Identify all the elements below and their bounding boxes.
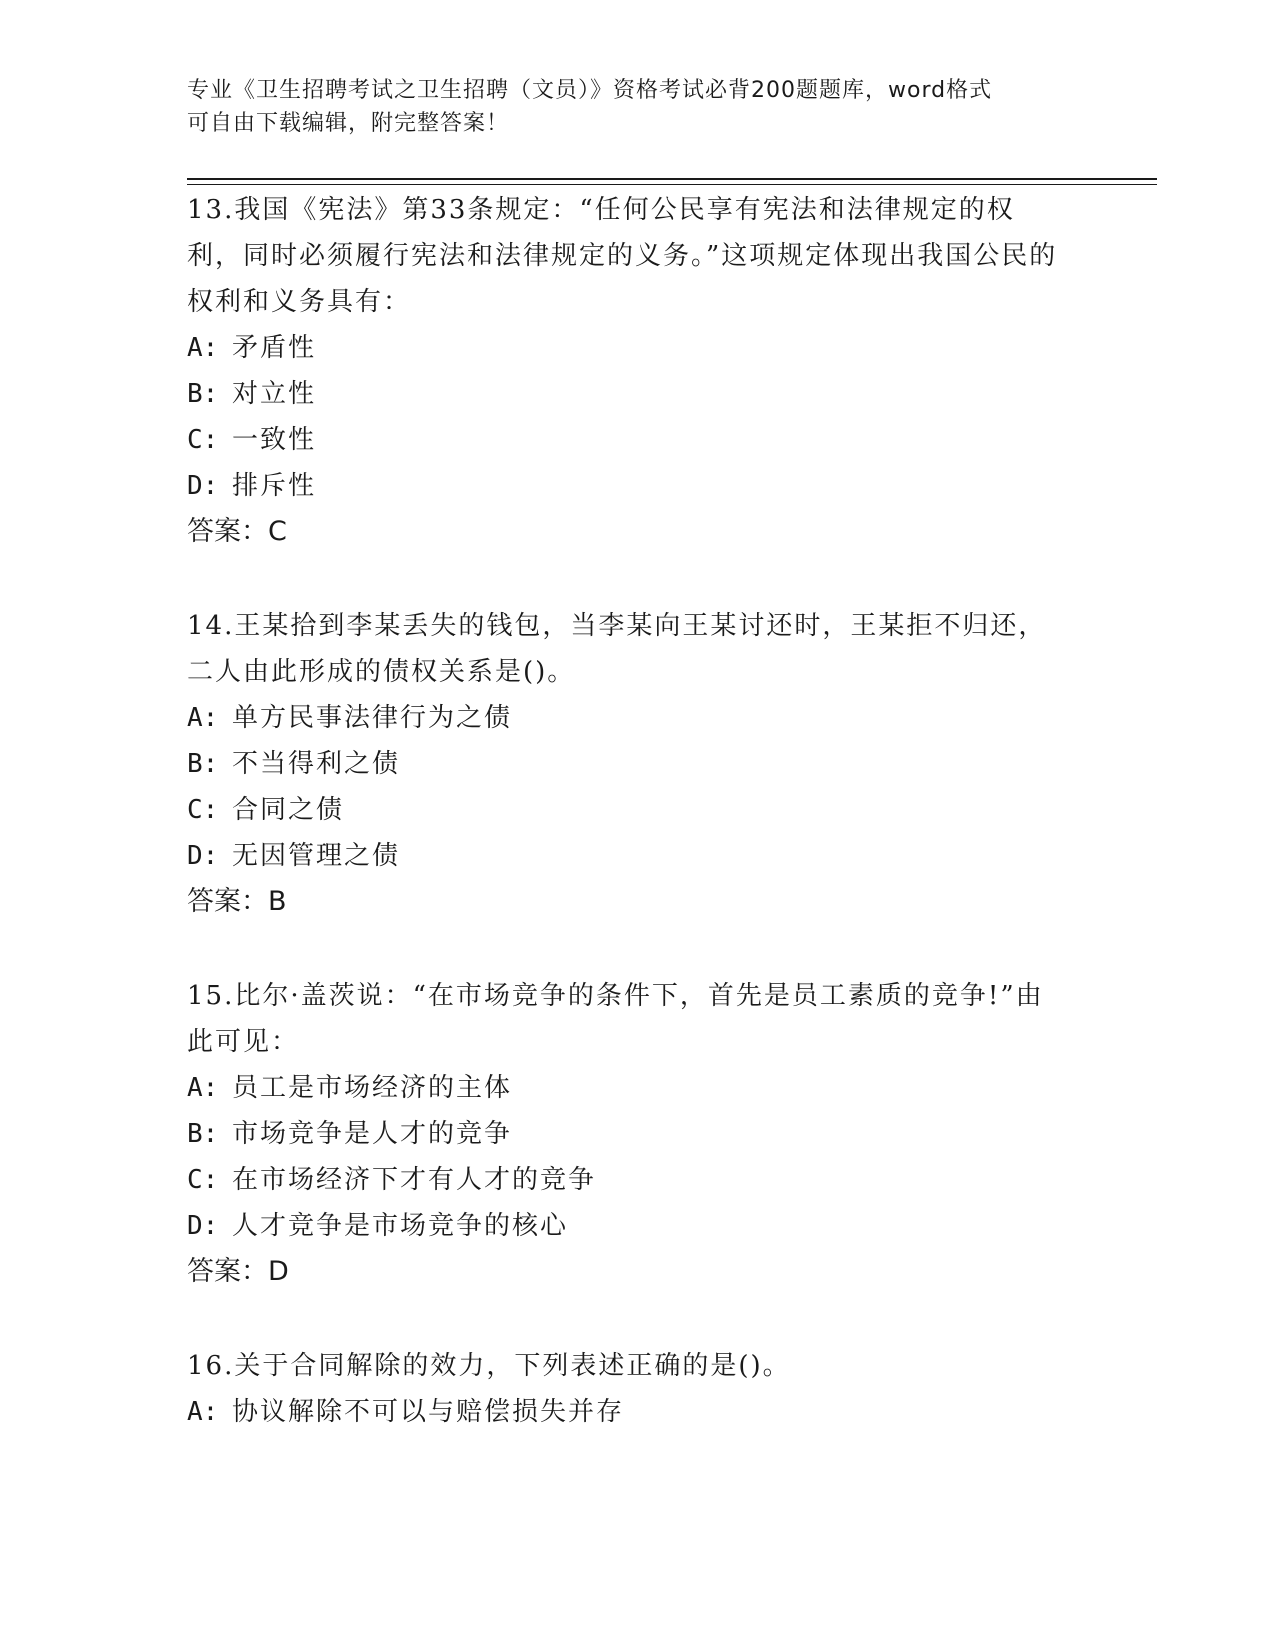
question-stem: 15.比尔·盖茨说：“在市场竞争的条件下，首先是员工素质的竞争!”由此可见： <box>187 981 1044 1057</box>
header-title-line-1: 专业《卫生招聘考试之卫生招聘（文员）》资格考试必背200题题库，word格式 <box>187 78 993 103</box>
option-b <box>187 1111 1067 1157</box>
option-letter: B: <box>187 1119 219 1149</box>
option-letter: D: <box>187 1211 219 1241</box>
answer-line <box>187 1249 1067 1295</box>
option-text: 单方民事法律行为之债 <box>232 703 513 733</box>
answer-label: 答案： <box>187 1256 268 1287</box>
option-letter: C: <box>187 425 219 455</box>
option-a <box>187 1065 1067 1111</box>
option-text: 市场竞争是人才的竞争 <box>232 1119 513 1149</box>
option-c <box>187 787 1067 833</box>
option-letter: B: <box>187 749 219 779</box>
option-letter: D: <box>187 471 219 501</box>
option-b <box>187 371 1067 417</box>
option-text: 一致性 <box>232 425 317 455</box>
option-text: 矛盾性 <box>232 333 317 363</box>
option-a <box>187 1389 1067 1435</box>
answer-line <box>187 509 1067 555</box>
answer-value: C <box>268 516 287 547</box>
option-letter: C: <box>187 795 219 825</box>
question-stem: 16.关于合同解除的效力，下列表述正确的是()。 <box>187 1351 791 1381</box>
question-13 <box>187 187 1067 555</box>
question-list <box>187 187 1067 1483</box>
option-letter: B: <box>187 379 219 409</box>
question-16 <box>187 1343 1067 1435</box>
answer-value: B <box>268 886 287 917</box>
header-divider-thin <box>187 184 1157 185</box>
option-d <box>187 1203 1067 1249</box>
answer-value: D <box>268 1256 289 1287</box>
option-text: 协议解除不可以与赔偿损失并存 <box>232 1397 625 1427</box>
document-header <box>187 74 1067 140</box>
option-a <box>187 325 1067 371</box>
option-text: 员工是市场经济的主体 <box>232 1073 513 1103</box>
option-text: 排斥性 <box>232 471 317 501</box>
option-letter: A: <box>187 333 219 363</box>
option-letter: A: <box>187 1073 219 1103</box>
option-text: 无因管理之债 <box>232 841 401 871</box>
option-letter: A: <box>187 703 219 733</box>
option-letter: D: <box>187 841 219 871</box>
option-c <box>187 417 1067 463</box>
option-d <box>187 463 1067 509</box>
answer-line <box>187 879 1067 925</box>
question-stem: 14.王某拾到李某丢失的钱包，当李某向王某讨还时，王某拒不归还，二人由此形成的债权关系是()。 <box>187 611 1047 687</box>
header-title-line-2: 可自由下载编辑，附完整答案！ <box>187 111 510 136</box>
option-letter: C: <box>187 1165 219 1195</box>
question-stem: 13.我国《宪法》第33条规定：“任何公民享有宪法和法律规定的权利，同时必须履行宪法和法律规定的义务。”这项规定体现出我国公民的权利和义务具有： <box>187 195 1058 317</box>
option-c <box>187 1157 1067 1203</box>
option-text: 合同之债 <box>232 795 345 825</box>
option-b <box>187 741 1067 787</box>
option-text: 对立性 <box>232 379 317 409</box>
header-divider-thick <box>187 178 1157 180</box>
answer-label: 答案： <box>187 516 268 547</box>
option-a <box>187 695 1067 741</box>
option-text: 在市场经济下才有人才的竞争 <box>232 1165 597 1195</box>
option-text: 不当得利之债 <box>232 749 401 779</box>
question-15 <box>187 973 1067 1295</box>
answer-label: 答案： <box>187 886 268 917</box>
option-letter: A: <box>187 1397 219 1427</box>
option-text: 人才竞争是市场竞争的核心 <box>232 1211 569 1241</box>
question-14 <box>187 603 1067 925</box>
option-d <box>187 833 1067 879</box>
